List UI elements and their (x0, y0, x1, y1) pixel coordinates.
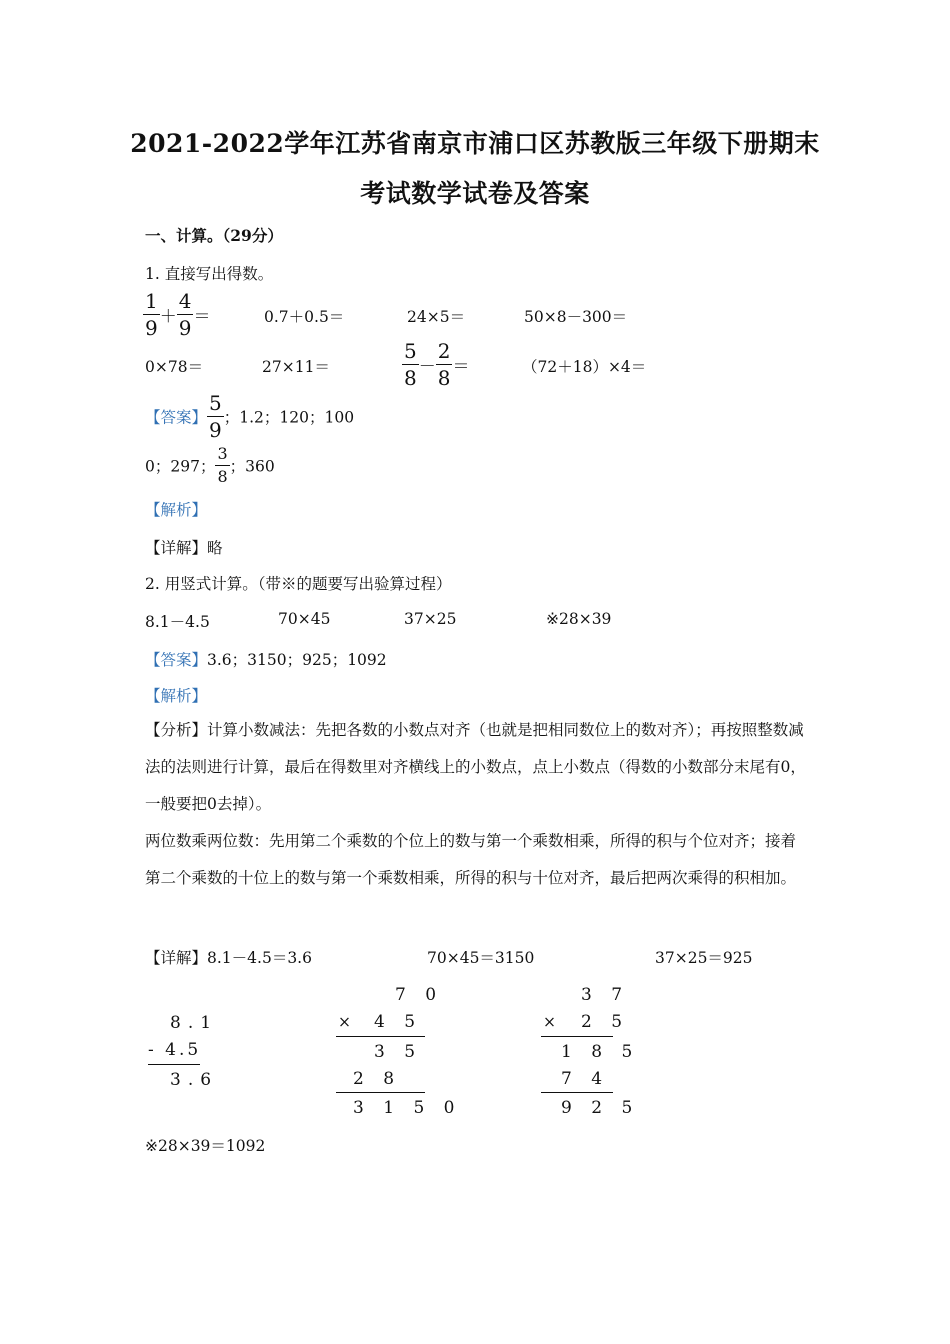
vmul2-times-sign: × (543, 1013, 556, 1031)
page-title-line2: 考试数学试卷及答案 (360, 179, 590, 208)
q2-answer (145, 648, 387, 670)
vmul1-multiplier: 4 5 (374, 1012, 423, 1032)
q1-row2-expr1: 0×78＝ (145, 358, 204, 376)
q1-detail (145, 536, 223, 558)
q1-row2-expr2: 27×11＝ (262, 358, 330, 376)
q1-row2-expr3: $\frac{5}{8}$ － $\frac{2}{8}$ ＝ (404, 339, 470, 390)
q1-answer-line1: 【答案】 $\frac{5}{9}$ ；1.2；120；100 (145, 391, 355, 442)
answer-tag: 【答案】 (145, 651, 208, 669)
q1-row2-expr4: （72＋18）×4＝ (522, 358, 647, 376)
q2-detail-row3: 37×25＝925 (655, 949, 753, 967)
q2-detail-row2: 70×45＝3150 (427, 949, 535, 967)
fraction-5-8: $\frac{5}{8}$ (404, 339, 417, 390)
q2-last-line: ※28×39＝1092 (145, 1137, 266, 1155)
answer-tag: 【答案】 (145, 408, 208, 427)
vmul2-multiplier: 2 5 (581, 1012, 630, 1032)
answer-text: 3.6；3150；925；1092 (207, 651, 387, 669)
q2-analysis-tag: 【解析】 (145, 687, 208, 705)
vmul1-partial-1: 3 5 (374, 1042, 423, 1062)
vsub-rule (148, 1064, 200, 1065)
fraction-4-9: $\frac{4}{9}$ (178, 289, 192, 340)
q2-analysis-paragraph-2: 两位数乘两位数：先用第二个乘数的个位上的数与第一个乘数相乘，所得的积与个位对齐；接着第二个乘数的十位上的数与第一个乘数相乘，所得的积与十位对齐，最后把两次乘得的积相加。 (145, 832, 797, 887)
q1-answer-line2: 0；297； $\frac{3}{8}$ ；360 (145, 444, 275, 486)
q1-analysis-tag: 【解析】 (145, 501, 208, 519)
q1-row1-expr2: 0.7＋0.5＝ (264, 308, 345, 326)
vsub-result: 3.6 (170, 1070, 219, 1090)
vmul1-times-sign: × (338, 1013, 351, 1031)
vsub-minuend: 8.1 (170, 1013, 219, 1033)
question-1-label: 1. 直接写出得数。 (145, 265, 274, 283)
fraction-2-8: $\frac{2}{8}$ (437, 339, 451, 390)
analysis-head: 【分析】 (145, 721, 208, 739)
vmul1-product: 3 1 5 0 (353, 1098, 462, 1118)
vsub-subtrahend: - 4.5 (148, 1040, 202, 1060)
vmul2-partial-2: 7 4 (561, 1069, 610, 1089)
answer-fraction-3-8: $\frac{3}{8}$ (217, 444, 228, 486)
q2-expr2: 70×45 (278, 610, 331, 628)
detail-tag: 【详解】 (145, 539, 208, 557)
vmul2-rule-2 (541, 1092, 613, 1093)
detail-tag: 【详解】 (145, 949, 208, 967)
page-title-line1: 2021-2022学年江苏省南京市浦口区苏教版三年级下册期末 (130, 129, 820, 158)
vmul1-multiplicand: 7 0 (395, 985, 444, 1005)
vmul2-partial-1: 1 8 5 (561, 1042, 640, 1062)
answer-fraction-5-9: $\frac{5}{9}$ (209, 391, 222, 442)
q1-row1-expr1: $\frac{1}{9}$ ＋ $\frac{4}{9}$ ＝ (145, 289, 211, 340)
q2-expr1: 8.1－4.5 (145, 613, 210, 631)
q2-expr4: ※28×39 (546, 610, 612, 628)
vmul2-product: 9 2 5 (561, 1098, 640, 1118)
question-2-label: 2. 用竖式计算。（带※的题要写出验算过程） (145, 575, 452, 593)
q1-row1-expr3: 24×5＝ (407, 308, 466, 326)
q2-analysis-paragraph-1: 【分析】计算小数减法：先把各数的小数点对齐（也就是把相同数位上的数对齐）；再按照整数减法的法则进行计算，最后在得数里对齐横线上的小数点，点上小数点（得数的小数部分末尾有0，一般要把0去掉）。 (145, 721, 806, 813)
detail-text: 略 (207, 539, 223, 557)
vmul2-multiplicand: 3 7 (581, 985, 630, 1005)
vmul1-rule-2 (336, 1092, 425, 1093)
vmul2-rule-1 (541, 1036, 613, 1037)
section-heading: 一、计算。（29分） (145, 226, 283, 245)
q1-row1-expr4: 50×8－300＝ (524, 308, 628, 326)
fraction-1-9: $\frac{1}{9}$ (145, 289, 158, 340)
vmul1-partial-2: 2 8 (353, 1069, 402, 1089)
q2-expr3: 37×25 (404, 610, 457, 628)
q2-detail-row1: 【详解】8.1－4.5＝3.6 (145, 949, 312, 967)
vmul1-rule-1 (336, 1036, 425, 1037)
